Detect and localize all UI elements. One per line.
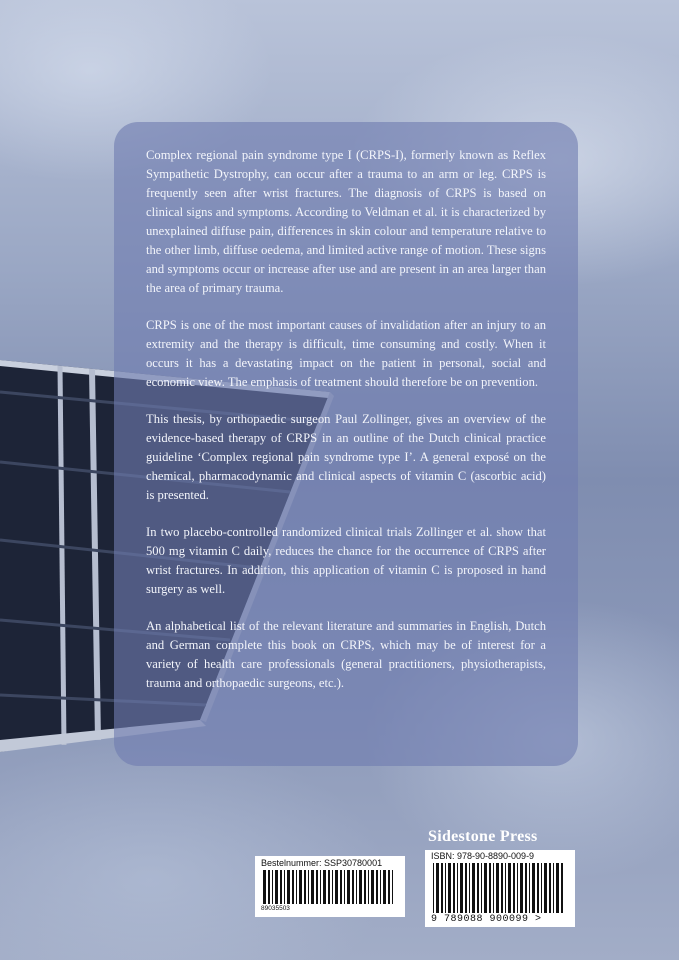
barcode-bar — [441, 863, 443, 913]
barcode-bar — [311, 870, 314, 904]
barcode-bar — [532, 863, 535, 913]
barcode-bar — [529, 863, 530, 913]
barcode-bar — [513, 863, 515, 913]
barcode-bar — [489, 863, 491, 913]
barcode-bar — [457, 863, 458, 913]
barcode-bar — [344, 870, 345, 904]
barcode-bar — [496, 863, 499, 913]
barcode-bar — [481, 863, 482, 913]
barcode-bar — [445, 863, 446, 913]
barcode-bar — [299, 870, 302, 904]
barcode-bar — [364, 870, 366, 904]
isbn-label: ISBN: 978-90-8890-009-9 — [431, 851, 535, 861]
barcode-bar — [275, 870, 278, 904]
barcode-bar — [541, 863, 542, 913]
barcode-bar — [537, 863, 539, 913]
barcode-bar — [320, 870, 321, 904]
barcode-bar — [460, 863, 463, 913]
blurb-paragraph-2: CRPS is one of the most important causes of invalidation after an injury to an extremity and the therapy is difficult, time consuming and costly. When it occurs it has a devastating impact on the patient in personal, social and economic view. The emphasis of treatment should therefore be on prevention. — [146, 318, 546, 389]
barcode-bar — [280, 870, 282, 904]
order-number-digits: 89035503 — [261, 905, 290, 912]
barcode-bar — [388, 870, 390, 904]
isbn-barcode — [425, 850, 575, 927]
barcode-bar — [380, 870, 381, 904]
barcode-bar — [472, 863, 475, 913]
barcode-bar — [549, 863, 551, 913]
barcode-bar — [308, 870, 309, 904]
barcode-bar — [448, 863, 451, 913]
barcode-bar — [453, 863, 455, 913]
barcode-bar — [304, 870, 306, 904]
barcode-bar — [436, 863, 439, 913]
barcode-bar — [484, 863, 487, 913]
barcode-bar — [383, 870, 386, 904]
publisher-name: Sidestone Press — [428, 828, 538, 845]
barcode-bar — [376, 870, 378, 904]
barcode-bar — [556, 863, 559, 913]
blurb-paragraph-5: An alphabetical list of the relevant literature and summaries in English, Dutch and German complete this book on CRPS, which may be of interest for a variety of health care professionals (general practitioners, physiotherapists, trauma and orthopaedic surgeons, etc.). — [146, 619, 546, 690]
isbn-barcode-bars — [431, 862, 569, 914]
barcode-bar — [347, 870, 350, 904]
barcode-bar — [272, 870, 273, 904]
barcode-bar — [371, 870, 374, 904]
barcode-bar — [493, 863, 494, 913]
blurb-panel — [114, 122, 578, 766]
blurb-paragraph-4: In two placebo-controlled randomized clinical trials Zollinger et al. show that 500 mg vitamin C daily, reduces the chance for the occurrence of CRPS after wrist fractures. In addition, this application of vitamin C is proposed in hand surgery as well. — [146, 525, 546, 596]
isbn-digits: 9 789088 900099 > — [431, 914, 542, 925]
barcode-bar — [505, 863, 506, 913]
order-barcode-bars — [261, 869, 399, 905]
barcode-bar — [501, 863, 503, 913]
barcode-bar — [287, 870, 290, 904]
order-number-barcode — [255, 856, 405, 917]
barcode-bar — [469, 863, 470, 913]
barcode-bar — [433, 863, 434, 913]
barcode-bar — [284, 870, 285, 904]
barcode-bar — [392, 870, 393, 904]
barcode-bar — [332, 870, 333, 904]
barcode-bar — [340, 870, 342, 904]
barcode-bar — [359, 870, 362, 904]
barcode-bar — [268, 870, 270, 904]
barcode-bar — [520, 863, 523, 913]
barcode-bar — [544, 863, 547, 913]
barcode-bar — [323, 870, 326, 904]
barcode-bar — [352, 870, 354, 904]
barcode-bar — [477, 863, 479, 913]
barcode-bar — [508, 863, 511, 913]
barcode-bar — [316, 870, 318, 904]
barcode-bar — [296, 870, 297, 904]
barcode-bar — [525, 863, 527, 913]
barcode-bar — [356, 870, 357, 904]
barcode-bar — [517, 863, 518, 913]
barcode-bar — [553, 863, 554, 913]
barcode-bar — [561, 863, 563, 913]
blurb-paragraph-3: This thesis, by orthopaedic surgeon Paul Zollinger, gives an overview of the evidence-based therapy of CRPS in an outline of the Dutch clinical practice guideline ‘Complex regional pain syndrome type I’. A general exposé on the chemical, pharmacodynamic and clinical aspects of vitamin C (ascorbic acid) is presented. — [146, 412, 546, 502]
barcode-bar — [335, 870, 338, 904]
barcode-bar — [292, 870, 294, 904]
barcode-bar — [368, 870, 369, 904]
barcode-bar — [263, 870, 266, 904]
order-number-label: Bestelnummer: SSP30780001 — [261, 858, 383, 868]
barcode-bar — [328, 870, 330, 904]
barcode-bar — [465, 863, 467, 913]
blurb-paragraph-1: Complex regional pain syndrome type I (CRPS-I), formerly known as Reflex Sympathetic Dystrophy, can occur after a trauma to an arm or leg. CRPS is frequently seen after wrist fractures. The diagnosis of CRPS is based on clinical signs and symptoms. According to Veldman et al. it is characterized by unexplained diffuse pain, differences in skin colour and temperature relative to the other limb, diffuse oedema, and limited active range of motion. These signs and symptoms occur or increase after use and are present in an area larger than the area of primary trauma. — [146, 148, 546, 295]
